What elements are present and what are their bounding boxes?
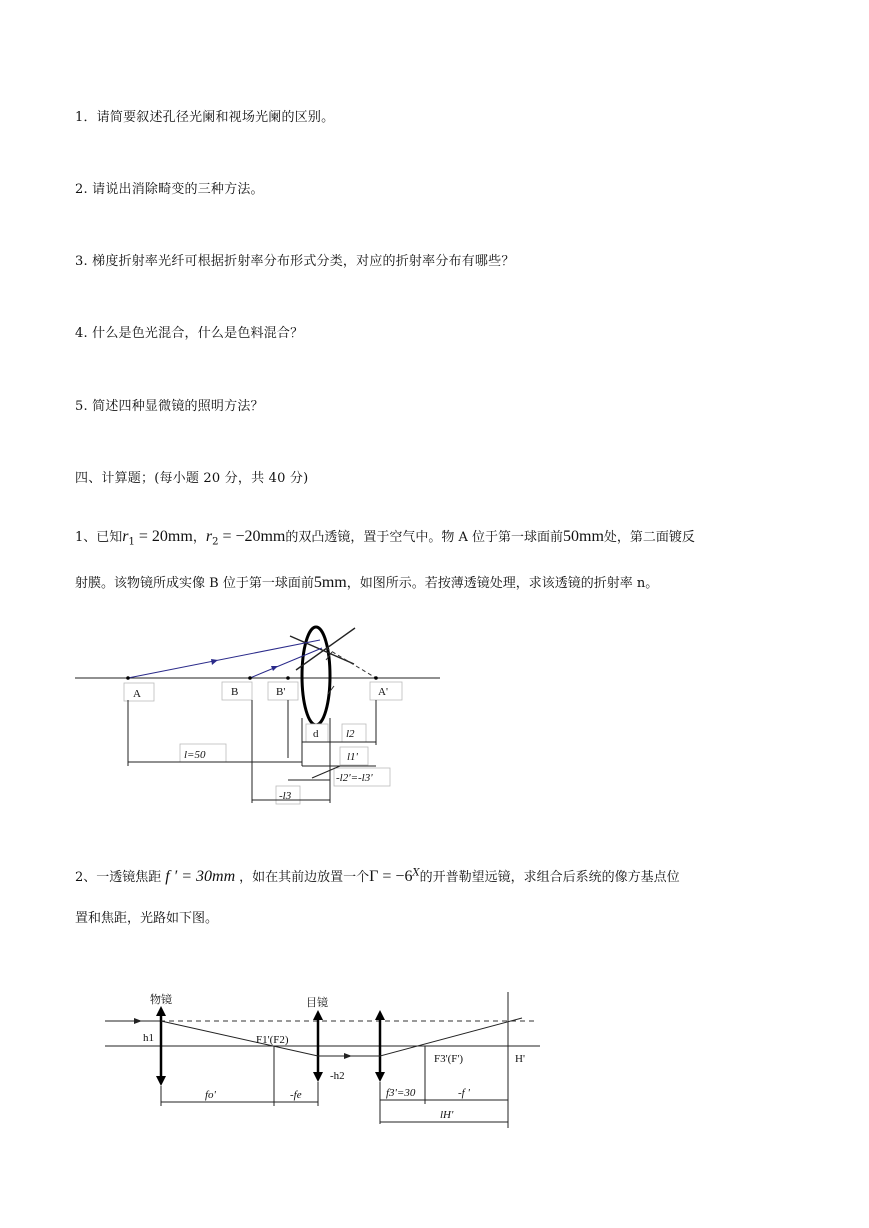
- question-4: 4. 什么是色光混合，什么是色料混合？: [75, 326, 304, 341]
- p1-dist2: 5mm: [313, 574, 347, 591]
- fig2-label-mh2: -h2: [330, 1070, 345, 1082]
- p1-dist1: 50mm: [563, 528, 604, 545]
- fig2-lens-eyepiece-bot: [313, 1072, 323, 1082]
- p2-gamma: Γ = −6: [369, 868, 413, 885]
- fig2-lens-eyepiece-top: [313, 1010, 323, 1020]
- fig1-label-l2p-l3p: -l2'=-l3': [336, 772, 373, 784]
- fig2-ray-third-to-H: [380, 1018, 522, 1056]
- fig1-label-Bp: B': [276, 686, 286, 698]
- fig1-label-l1p: l1': [347, 751, 358, 763]
- p1-mid: 的双凸透镜，置于空气中。物 A 位于第一球面前: [285, 530, 564, 545]
- p1-r1: r: [122, 528, 129, 545]
- fig2-label-f3: f3'=30: [386, 1087, 416, 1099]
- question-5: 5. 简述四种显微镜的照明方法？: [75, 399, 264, 414]
- fig1-label-B: B: [231, 686, 239, 698]
- fig2-mid-arrow: [344, 1053, 352, 1059]
- p2-prefix: 2、一透镜焦距: [75, 870, 162, 885]
- p1-r1-val: = 20mm: [134, 528, 193, 545]
- question-2: 2. 请说出消除畸变的三种方法。: [75, 182, 264, 197]
- fig1-label-l50: l=50: [184, 749, 206, 761]
- p2-mid: ，如在其前边放置一个: [239, 870, 370, 885]
- p1-sep: ，: [192, 530, 206, 545]
- p1-line2-b: ，如图所示。若按薄透镜处理，求该透镜的折射率 n。: [346, 576, 659, 591]
- p1-r2: r: [205, 528, 213, 545]
- fig1-label-A: A: [133, 688, 141, 700]
- p1-r2-val: = −20mm: [218, 528, 286, 545]
- fig1-label-Ap: A': [378, 686, 388, 698]
- fig1-label-d: d: [313, 728, 319, 740]
- question-3: 3. 梯度折射率光纤可根据折射率分布形式分类，对应的折射率分布有哪些？: [75, 254, 515, 269]
- fig2-label-mf: -f ': [458, 1087, 470, 1099]
- p1-after1: 处，第二面镀反: [603, 530, 695, 545]
- fig2-label-objective: 物镜: [150, 994, 172, 1006]
- p1-prefix: 1、已知: [75, 530, 123, 545]
- fig2-ray-obj-to-eye: [161, 1021, 318, 1056]
- p2-suffix: 的开普勒望远镜，求组合后系统的像方基点位: [419, 870, 680, 885]
- fig1-label-ml3: -l3: [279, 790, 292, 802]
- question-1: 1．请简要叙述孔径光阑和视场光阑的区别。: [75, 110, 335, 125]
- fig2-label-mfe: -fe: [290, 1089, 302, 1101]
- problem-2-line-2: 置和焦距，光路如下图。: [75, 911, 219, 926]
- section-title: 四、计算题；(每小题 20 分，共 40 分): [75, 471, 309, 486]
- fig2-lens-objective-bot: [156, 1076, 166, 1086]
- p2-gamma-sup: X: [412, 867, 420, 879]
- fig2-label-F3F: F3'(F'): [434, 1053, 464, 1065]
- fig2-label-lH: lH': [440, 1109, 454, 1121]
- fig1-label-l2: l2: [346, 728, 355, 740]
- fig2-lens-third-bot: [375, 1072, 385, 1082]
- fig2-lens-objective-top: [156, 1006, 166, 1016]
- p2-f: f ′ = 30mm: [165, 868, 236, 885]
- p1-line2-a: 射膜。该物镜所成实像 B 位于第一球面前: [75, 576, 314, 591]
- fig2-label-h1: h1: [143, 1032, 154, 1044]
- fig2-lens-third-top: [375, 1010, 385, 1020]
- fig2-incoming-arrow: [134, 1018, 142, 1024]
- fig2-label-eyepiece: 目镜: [306, 997, 328, 1009]
- p1-r2-sub: 2: [212, 536, 219, 548]
- fig2-label-fo: fo': [205, 1089, 216, 1101]
- p1-r1-sub: 1: [128, 536, 135, 548]
- fig2-label-F1F2: F1'(F2): [256, 1034, 289, 1046]
- fig2-label-Hp: H': [515, 1053, 525, 1065]
